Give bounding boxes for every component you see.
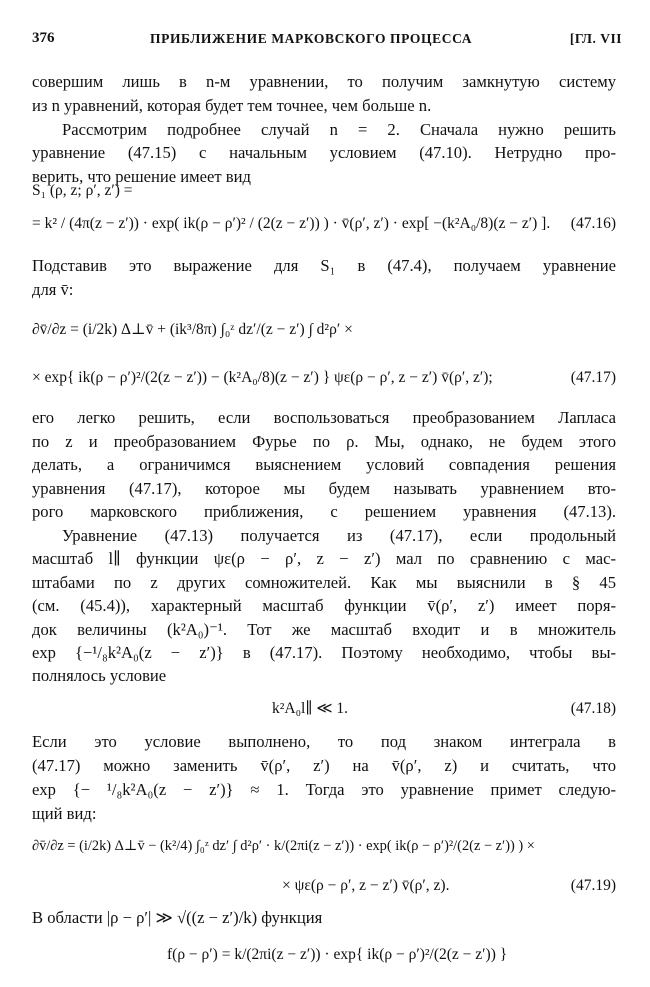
text-line: для v̄:	[32, 280, 74, 299]
text-line: Уравнение (47.13) получается из (47.17), если продольный	[62, 526, 616, 545]
text-line: по z и преобразованием Фурье по ρ. Мы, однако, не будем этого	[32, 432, 616, 451]
chapter-label: [ГЛ. VII	[569, 31, 622, 46]
page-header	[32, 30, 622, 54]
text-line: делать, а ограничимся выяснением условий совпадения решения	[32, 455, 616, 474]
equation-number: (47.16)	[570, 215, 616, 232]
page-number: 376	[32, 30, 55, 46]
equation-47-16-line1: S₁ (ρ, z; ρ′, z′) =	[32, 182, 133, 199]
equation-47-17-line1: ∂v̄/∂z = (i/2k) Δ⊥v̄ + (ik³/8π) ∫₀ᶻ dz′/(z − z′) ∫ d²ρ′ ×	[32, 321, 353, 338]
equation-number: (47.19)	[570, 877, 616, 894]
equation-47-17-line2: × exp{ ik(ρ − ρ′)²/(2(z − z′)) − (k²A₀/8)(z − z′) } ψε(ρ − ρ′, z − z′) v̄(ρ′, z′); (47.17)	[32, 358, 616, 398]
text-line: щий вид:	[32, 804, 97, 823]
equation-number: (47.18)	[570, 700, 616, 717]
text-line: exp {−¹/₈k²A₀(z − z′)} в (47.17). Поэтому необходимо, чтобы вы-	[32, 643, 616, 662]
equation-number: (47.17)	[570, 369, 616, 386]
text-line: уравнения (47.17), которое мы будем называть уравнением вто-	[32, 479, 616, 498]
text-line: exp {− ¹/₈k²A₀(z − z′)} ≈ 1. Тогда это уравнение примет следую-	[32, 780, 616, 799]
text-line: док величины (k²A₀)⁻¹. Тот же масштаб входит и в множитель	[32, 620, 616, 639]
text-line: (см. (45.4)), характерный масштаб функции v̄(ρ′, z′) имеет поря-	[32, 596, 616, 615]
text-line: (47.17) можно заменить v̄(ρ′, z′) на v̄(ρ′, z) и считать, что	[32, 756, 616, 775]
text-line: полнялось условие	[32, 666, 167, 685]
text-line: штабами по z других сомножителей. Как мы выяснили в § 45	[32, 573, 616, 592]
text-line: из n уравнений, которая будет тем точнее, чем больше n.	[32, 96, 432, 115]
running-title: ПРИБЛИЖЕНИЕ МАРКОВСКОГО ПРОЦЕССА	[150, 31, 473, 46]
text-line: масштаб l∥ функции ψε(ρ − ρ′, z − z′) мал по сравнению с мас-	[32, 549, 616, 568]
text-line: его легко решить, если воспользоваться преобразованием Лапласа	[32, 408, 616, 427]
equation-47-18: k²A₀l∥ ≪ 1. (47.18)	[32, 696, 616, 722]
equation-47-19-line2: × ψε(ρ − ρ′, z − z′) v̄(ρ′, z). (47.19)	[32, 866, 616, 906]
equation-47-16-line2: = k² / (4π(z − z′)) · exp( ik(ρ − ρ′)² / (2(z − z′)) ) · v̄(ρ′, z′) · exp[ −(k²A₀/8)(z − z′) ]. (47.16)	[32, 204, 616, 244]
text-line: Рассмотрим подробнее случай n = 2. Сначала нужно решить	[62, 120, 616, 139]
equation-f: f(ρ − ρ′) = k/(2πi(z − z′)) · exp{ ik(ρ − ρ′)²/(2(z − z′)) }	[167, 946, 508, 963]
equation-47-19-line1: ∂v̄/∂z = (i/2k) Δ⊥v̄ − (k²/4) ∫₀ᶻ dz′ ∫ d²ρ′ · k/(2πi(z − z′)) · exp( ik(ρ − ρ′)²/(2(z − z′)) ) ×	[32, 838, 535, 854]
text-line: верить, что решение имеет вид	[32, 167, 251, 186]
text-line: совершим лишь в n-м уравнении, то получим замкнутую систему	[32, 72, 616, 91]
text-line: рого марковского приближения, с решением уравнения (47.13).	[32, 502, 616, 521]
text-line: Если это условие выполнено, то под знаком интеграла в	[32, 732, 616, 751]
text-line: уравнение (47.15) с начальным условием (47.10). Нетрудно про-	[32, 143, 616, 162]
text-line: В области |ρ − ρ′| ≫ √((z − z′)/k) функция	[32, 908, 323, 927]
text-line: Подставив это выражение для S₁ в (47.4), получаем уравнение	[32, 256, 616, 275]
